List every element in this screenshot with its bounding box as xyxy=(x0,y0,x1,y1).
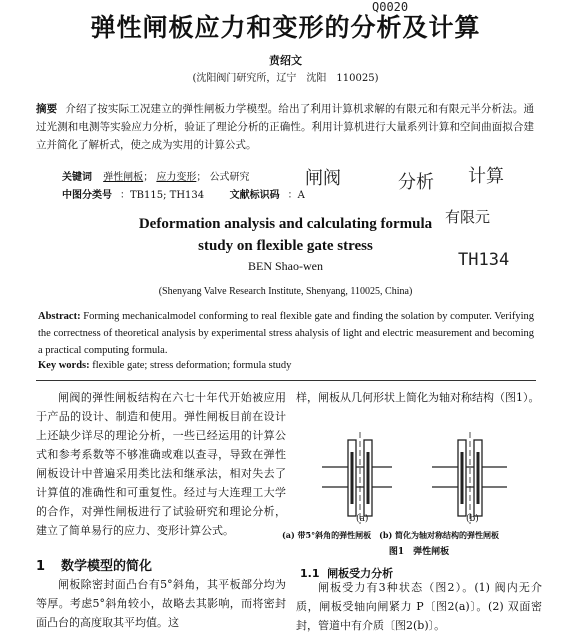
keyword-cn-1: 弹性闸板 xyxy=(103,172,144,183)
handwritten-note-2: 分析 xyxy=(398,172,434,193)
keywords-en xyxy=(38,360,291,371)
paper-title-cn: 弹性闸板应力和变形的分析及计算 xyxy=(90,13,481,42)
body-left-paragraph: 闸阀的弹性闸板结构在六七十年代开始被应用于产品的设计、制造和使用。弹性闸板目前在设计上还缺少详尽的理论分析，一些已经运用的计算公式和参考系数等不够准确或难以查寻，导致在弹性闸板设计中普遍采用类比法和继承法，相对失去了计算值的准确性和可重复性。经过与大连理工大学的合作，对弹性闸板进行了试验研究和理论分析，建立了简单易行的应力、变形计算公式。 xyxy=(36,391,286,537)
affiliation-en: (Shenyang Valve Research Institute, Shenyang, 110025, China) xyxy=(158,286,413,297)
figure-1b-label: (b) xyxy=(466,514,479,524)
doc-code-value: A xyxy=(297,190,305,201)
abstract-en-text: Forming mechanicalmodel conforming to real flexible gate and finding the solation by computer. Verifying the correctness of theoretical analysis by experimental stress ahalysis of light and electric measurement and becoming a practical computing formula. xyxy=(38,311,534,356)
keyword-cn-2: 应力变形 xyxy=(156,172,197,183)
handwritten-note-top: Q0020 xyxy=(372,0,409,14)
clc-label: 中图分类号 xyxy=(62,190,112,201)
author-en: BEN Shao-wen xyxy=(248,259,323,273)
section-1-number: 1 xyxy=(36,559,46,574)
section-1-title: 数学模型的简化 xyxy=(61,559,153,574)
body-right-paragraph-2: 闸板受力有3种状态（图2）。(1) 阀内无介质，闸板受轴向闸紧力 P〔图2(a)〕。(2) 双面密封，管道中有介质〔图2(b)〕。 xyxy=(296,581,542,632)
classification-cn: 中图分类号 ：TB115; TH134 文献标识码 ：A xyxy=(62,190,305,201)
keywords-cn-label: 关键词 xyxy=(62,172,92,183)
figure-1-diagram xyxy=(312,432,522,527)
figure-1a-label: (a) xyxy=(356,514,369,524)
subsection-1-1-title: 闸板受力分析 xyxy=(327,567,394,580)
handwritten-note-3: 计算 xyxy=(468,166,504,187)
figure-1b-gate xyxy=(432,432,507,524)
abstract-en xyxy=(38,308,534,359)
abstract-en-label: Abstract: xyxy=(38,311,81,322)
subsection-1-1-number: 1.1 xyxy=(300,567,320,580)
figure-1-subcaption: (a) 带5°斜角的弹性闸板 (b) 简化为轴对称结构的弹性闸板 xyxy=(282,530,500,540)
figure-1a-gate xyxy=(322,432,392,524)
paper-title-en-line2: study on flexible gate stress xyxy=(198,238,373,254)
doc-code-label: 文献标识码 xyxy=(229,190,280,201)
author-cn: 贲绍文 xyxy=(269,54,302,67)
handwritten-note-4: 有限元 xyxy=(445,208,491,226)
figure-1-caption: 图1 弹性闸板 xyxy=(388,547,450,557)
affiliation-cn: (沈阳阀门研究所，辽宁 沈阳 110025) xyxy=(192,73,379,84)
keywords-en-text: flexible gate; stress deformation; formula study xyxy=(92,360,292,371)
handwritten-note-5: TH134 xyxy=(458,250,510,270)
paper-title-en-line1: Deformation analysis and calculating formula xyxy=(138,216,433,232)
section-divider xyxy=(36,380,536,381)
abstract-cn-text: 介绍了按实际工况建立的弹性闸板力学模型。给出了利用计算机求解的有限元和有限元半分析法。通过光测和电测等实验应力分析，验证了理论分析的正确性。利用计算机进行大量系列计算和空间曲面拟合建立并简化了解析式，使之成为实用的计算公式。 xyxy=(36,103,534,151)
keywords-en-label: Key words: xyxy=(38,360,90,371)
body-left-paragraph-2: 闸板除密封面凸台有5°斜角，其平板部分均为等厚。考虑5°斜角较小，故略去其影响，而将密封面凸台的高度取其平均值。这 xyxy=(36,578,286,629)
abstract-cn xyxy=(36,100,534,154)
clc-value: TB115; TH134 xyxy=(130,190,205,201)
abstract-cn-label: 摘要 xyxy=(36,103,58,115)
handwritten-note-1: 闸阀 xyxy=(305,168,341,189)
body-right-paragraph: 样，闸板从几何形状上简化为轴对称结构（图1）。 xyxy=(296,391,540,404)
keywords-cn: 关键词 弹性闸板； 应力变形； 公式研究 xyxy=(62,172,250,183)
keyword-cn-3: 公式研究 xyxy=(209,172,250,183)
section-1-heading xyxy=(36,555,152,574)
